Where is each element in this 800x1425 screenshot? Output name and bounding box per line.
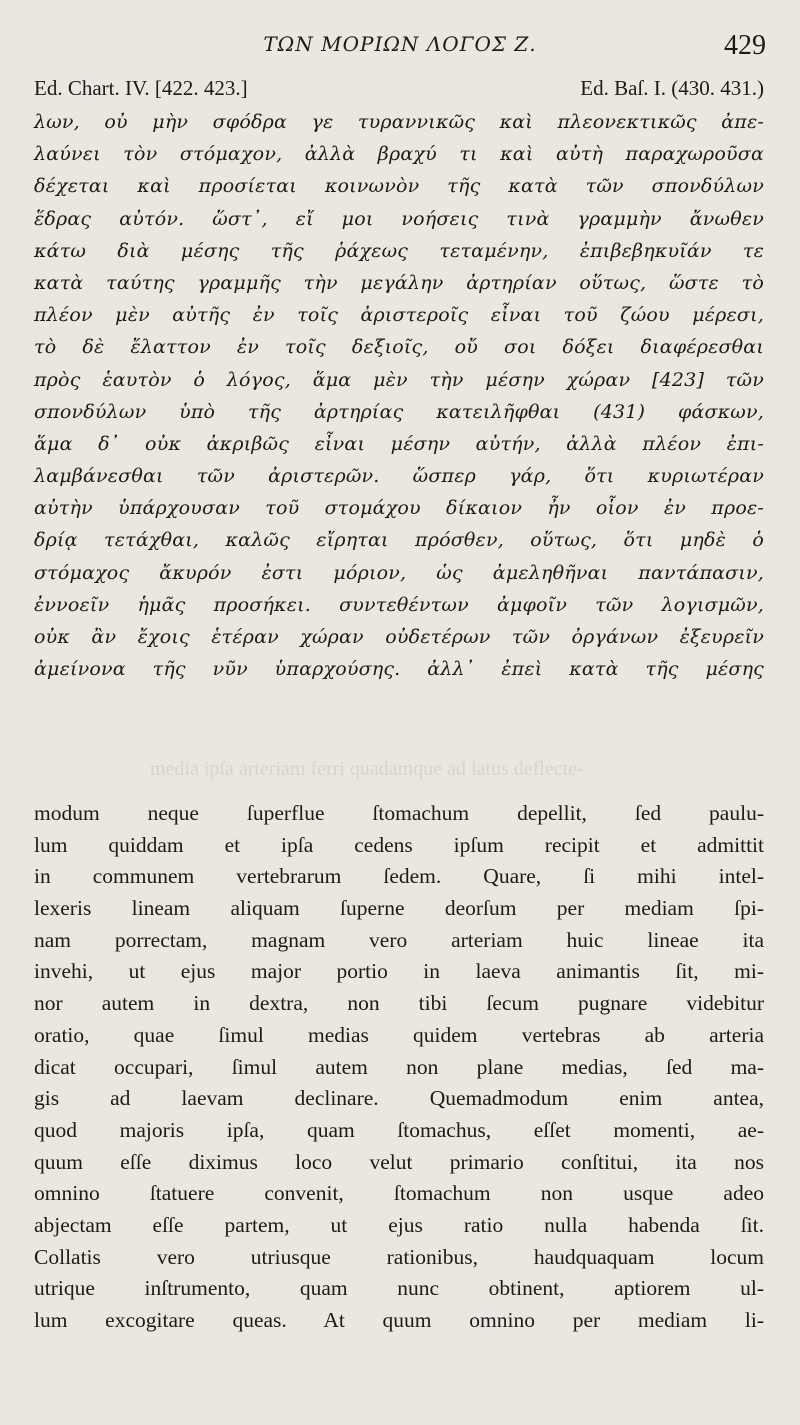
- latin-line: utrique inſtrumento, quam nunc obtinent, aptiorem ul-: [34, 1276, 764, 1301]
- page-number: 429: [724, 30, 766, 61]
- edition-reference-line: [34, 76, 764, 106]
- greek-line: ἅμα δ᾿ οὐκ ἀκριβῶς εἶναι μέσην αὐτήν, ἀλλὰ πλέον ἐπι-: [34, 432, 764, 455]
- latin-line: nor autem in dextra, non tibi ſecum pugnare videbitur: [34, 991, 764, 1016]
- edition-reference-left: Ed. Chart. IV. [422. 423.]: [34, 76, 248, 100]
- latin-text-block: [34, 798, 764, 1337]
- edition-reference-right: Ed. Baſ. I. (430. 431.): [580, 76, 764, 100]
- greek-line: ἐννοεῖν ἡμᾶς προσήκει. συντεθέντων ἀμφοῖν τῶν λογισμῶν,: [34, 593, 764, 616]
- greek-text-block: [34, 106, 764, 685]
- latin-line: modum neque ſuperflue ſtomachum depellit, ſed paulu-: [34, 801, 764, 825]
- latin-line: lum excogitare queas. At quum omnino per mediam li-: [34, 1308, 764, 1332]
- latin-line: quod majoris ipſa, quam ſtomachus, eſſet momenti, ae-: [34, 1117, 764, 1142]
- latin-line: in communem vertebrarum ſedem. Quare, ſi mihi intel-: [34, 864, 764, 889]
- greek-line: στόμαχος ἄκυρόν ἐστι μόριον, ὡς ἀμεληθῆναι παντάπασιν,: [34, 561, 764, 584]
- running-head: [0, 30, 800, 60]
- greek-line: δέχεται καὶ προσίεται κοινωνὸν τῆς κατὰ τῶν σπονδύλων: [34, 175, 764, 198]
- greek-line: ἕδρας αὐτόν. ὥστ᾿, εἴ μοι νοήσεις τινὰ γραμμὴν ἄνωθεν: [34, 207, 764, 230]
- latin-line: omnino ſtatuere convenit, ſtomachum non usque adeo: [34, 1181, 764, 1206]
- greek-line: κάτω διὰ μέσης τῆς ῥάχεως τεταμένην, ἐπιβεβηκυῖάν τε: [34, 239, 764, 262]
- latin-line: invehi, ut ejus major portio in laeva animantis ſit, mi-: [34, 959, 764, 984]
- greek-line: αὐτὴν ὑπάρχουσαν τοῦ στομάχου δίκαιον ἦν οἷον ἐν προε-: [34, 497, 764, 520]
- latin-line: Collatis vero utriusque rationibus, haudquaquam locum: [34, 1244, 764, 1269]
- greek-line: λαύνει τὸν στόμαχον, ἀλλὰ βραχύ τι καὶ αὐτὴ παραχωροῦσα: [34, 143, 764, 166]
- latin-line: abjectam eſſe partem, ut ejus ratio nulla habenda ſit.: [34, 1212, 764, 1237]
- greek-line: λαμβάνεσθαι τῶν ἀριστερῶν. ὥσπερ γάρ, ὅτι κυριωτέραν: [34, 465, 764, 488]
- greek-line: πλέον μὲν αὐτῆς ἐν τοῖς ἀριστεροῖς εἶναι τοῦ ζώου μέρεσι,: [34, 304, 764, 327]
- greek-line: οὐκ ἂν ἔχοις ἑτέραν χώραν οὐδετέρων τῶν ὀργάνων ἐξευρεῖν: [34, 626, 764, 648]
- latin-line: nam porrectam, magnam vero arteriam huic lineae ita: [34, 927, 764, 952]
- greek-line: πρὸς ἑαυτὸν ὁ λόγος, ἅμα μὲν τὴν μέσην χώραν [423] τῶν: [34, 368, 764, 391]
- greek-line: ἀμείνονα τῆς νῦν ὑπαρχούσης. ἀλλ᾿ ἐπεὶ κατὰ τῆς μέσης: [34, 658, 764, 681]
- latin-line: lum quiddam et ipſa cedens ipſum recipit et admittit: [34, 832, 764, 857]
- running-title: ΤΩΝ ΜΟΡΙΩΝ ΛΟΓΟΣ Ζ.: [263, 32, 537, 56]
- latin-line: quum eſſe diximus loco velut primario conſtitui, ita nos: [34, 1149, 764, 1174]
- greek-line: δρίᾳ τετάχθαι, καλῶς εἴρηται πρόσθεν, οὕτως, ὅτι μηδὲ ὁ: [34, 529, 764, 552]
- latin-line: lexeris lineam aliquam ſuperne deorſum per mediam ſpi-: [34, 896, 764, 921]
- greek-line: λων, οὐ μὴν σφόδρα γε τυραννικῶς καὶ πλεονεκτικῶς ἀπε-: [34, 111, 764, 133]
- latin-line: oratio, quae ſimul medias quidem vertebras ab arteria: [34, 1022, 764, 1047]
- latin-line: gis ad laevam declinare. Quemadmodum enim antea,: [34, 1086, 764, 1111]
- latin-line: dicat occupari, ſimul autem non plane medias, ſed ma-: [34, 1054, 764, 1079]
- greek-line: κατὰ ταύτης γραμμῆς τὴν μεγάλην ἀρτηρίαν οὕτως, ὥστε τὸ: [34, 271, 764, 294]
- greek-line: τὸ δὲ ἔλαττον ἐν τοῖς δεξιοῖς, οὔ σοι δόξει διαφέρεσθαι: [34, 336, 764, 359]
- show-through-text: media ipſa arteriam ferri quadamque ad latus deflecte-: [150, 758, 584, 780]
- greek-line: σπονδύλων ὑπὸ τῆς ἀρτηρίας κατειλῆφθαι (431) φάσκων,: [34, 400, 764, 423]
